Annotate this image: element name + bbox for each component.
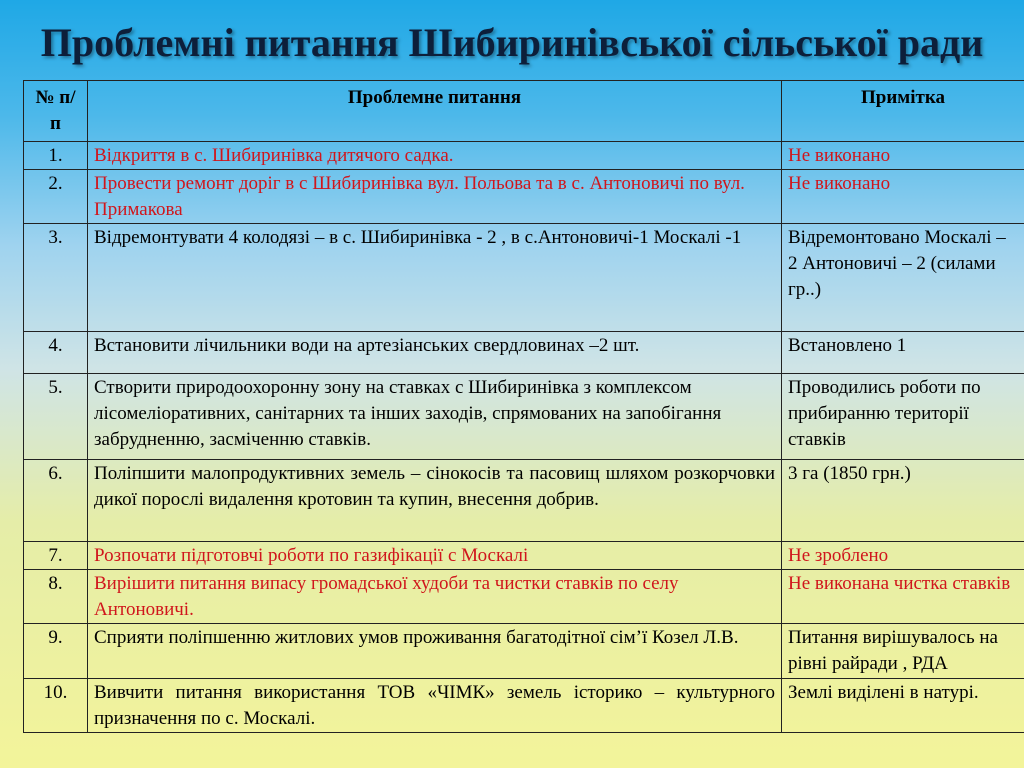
row-issue: Вивчити питання використання ТОВ «ЧІМК» земель історико – культурного призначення по с. Москалі. <box>88 679 782 733</box>
row-issue: Відремонтувати 4 колодязі – в с. Шибиринівка - 2 , в с.Антоновичі-1 Москалі -1 <box>88 224 782 332</box>
table-row <box>24 170 1024 224</box>
table-row <box>24 624 1024 679</box>
table-row <box>24 224 1024 332</box>
row-number: 7. <box>24 542 88 570</box>
row-note: Не виконана чистка ставків <box>782 570 1024 624</box>
row-issue: Поліпшити малопродуктивних земель – сінокосів та пасовищ шляхом розкорчовки дикої порослі видалення кротовин та купин, внесення добрив. <box>88 460 782 542</box>
row-note: Питання вирішувалось на рівні райради , РДА <box>782 624 1024 679</box>
row-number: 10. <box>24 679 88 733</box>
row-issue: Створити природоохоронну зону на ставках с Шибиринівка з комплексом лісомеліоративних, санітарних та інших заходів, спрямованих на запобігання забрудненню, засміченню ставків. <box>88 374 782 460</box>
table-row <box>24 570 1024 624</box>
table-row <box>24 679 1024 733</box>
row-number: 1. <box>24 142 88 170</box>
row-issue: Встановити лічильники води на артезіанських свердловинах –2 шт. <box>88 332 782 374</box>
row-issue: Сприяти поліпшенню житлових умов проживання багатодітної сім’ї Козел Л.В. <box>88 624 782 679</box>
table-row <box>24 332 1024 374</box>
table-row <box>24 542 1024 570</box>
row-issue: Розпочати підготовчі роботи по газифікації с Москалі <box>88 542 782 570</box>
row-note: Не зроблено <box>782 542 1024 570</box>
row-number: 4. <box>24 332 88 374</box>
row-number: 9. <box>24 624 88 679</box>
row-note: Не виконано <box>782 170 1024 224</box>
page-title: Проблемні питання Шибиринівської сільської ради <box>40 20 984 65</box>
row-note: Проводились роботи по прибиранню території ставків <box>782 374 1024 460</box>
row-note: Встановлено 1 <box>782 332 1024 374</box>
row-number: 3. <box>24 224 88 332</box>
row-issue: Провести ремонт доріг в с Шибиринівка вул. Польова та в с. Антоновичі по вул. Примакова <box>88 170 782 224</box>
header-note: Примітка <box>782 81 1024 142</box>
header-num: № п/п <box>24 81 88 142</box>
row-number: 2. <box>24 170 88 224</box>
issues-table <box>23 80 1024 733</box>
row-number: 6. <box>24 460 88 542</box>
row-issue: Відкриття в с. Шибиринівка дитячого садка. <box>88 142 782 170</box>
header-issue: Проблемне питання <box>88 81 782 142</box>
table-row <box>24 142 1024 170</box>
row-note: Землі виділені в натурі. <box>782 679 1024 733</box>
row-number: 8. <box>24 570 88 624</box>
row-note: 3 га (1850 грн.) <box>782 460 1024 542</box>
row-issue: Вирішити питання випасу громадської худоби та чистки ставків по селу Антоновичі. <box>88 570 782 624</box>
row-note: Відремонтовано Москалі – 2 Антоновичі – 2 (силами гр..) <box>782 224 1024 332</box>
table-header-row <box>24 81 1024 142</box>
row-note: Не виконано <box>782 142 1024 170</box>
row-number: 5. <box>24 374 88 460</box>
table-row <box>24 460 1024 542</box>
table-row <box>24 374 1024 460</box>
